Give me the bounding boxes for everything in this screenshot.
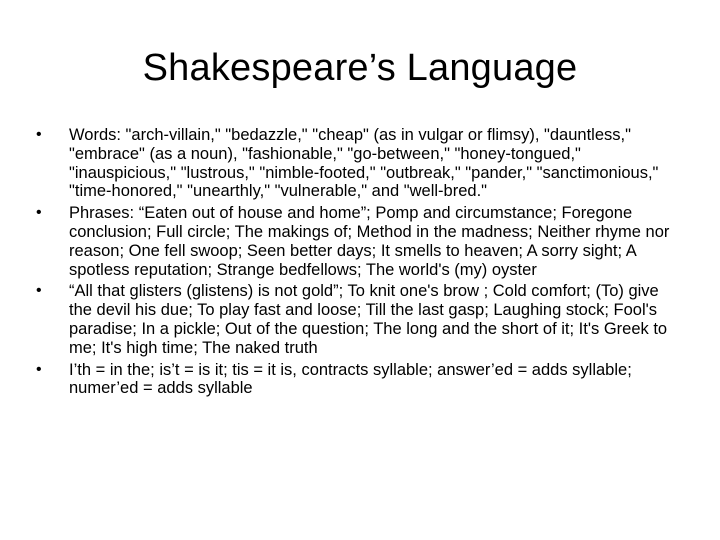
bullet-list [36,126,682,401]
bullet-text: Phrases: “Eaten out of house and home”; Pomp and circumstance; Foregone conclusion; Full circle; The makings of; Method in the madness; Neither rhyme nor reason; One fell swoop; Seen better days; It smells to heaven; A sorry sight; A spotless reputation; Strange bedfellows; The world's (my) oyster [69,204,670,279]
bullet-text: I’th = in the; is’t = is it; tis = it is, contracts syllable; answer’ed = adds syllable; numer’ed = adds syllable [69,360,632,398]
bullet-item-phrases [36,204,682,279]
bullet-item-sayings [36,282,682,357]
bullet-dot-icon: • [36,126,42,143]
bullet-text: “All that glisters (glistens) is not gold”; To knit one's brow ; Cold comfort; (To) give the devil his due; To play fast and loose; Till the last gasp; Laughing stock; Fool's paradise; In a pickle; Out of the question; The long and the short of it; It's Greek to me; It's high time; The naked truth [69,282,668,357]
bullet-dot-icon: • [36,204,42,222]
slide-title: Shakespeare’s Language [142,47,578,89]
bullet-text: Words: "arch-villain," "bedazzle," "cheap" (as in vulgar or flimsy), "dauntless," "embrace" (as a noun), "fashionable," "go-between," "honey-tongued," "inauspicious," "lustrous," "nimble-footed," "outbreak," "pander," "sanctimonious," "time-honored," "unearthly," "vulnerable," and "well-bred." [69,126,659,201]
bullet-item-contractions [36,361,682,399]
bullet-item-words [36,126,682,201]
bullet-dot-icon: • [36,360,42,378]
bullet-dot-icon: • [36,282,42,300]
